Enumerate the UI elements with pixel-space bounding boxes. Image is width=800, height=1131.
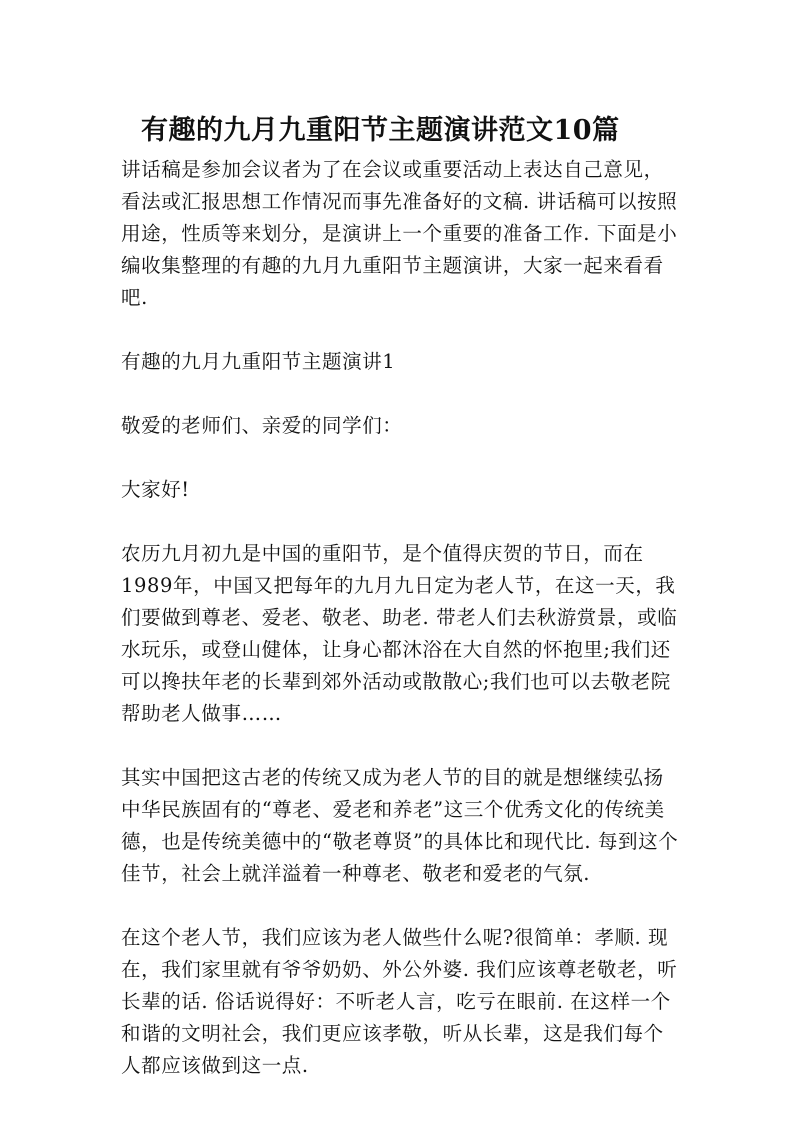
body-paragraph: 农历九月初九是中国的重阳节，是个值得庆贺的节日，而在1989年，中国又把每年的九月九日定为老人节，在这一天，我们要做到尊老、爱老、敬老、助老. 带老人们去秋游赏景，或临水玩乐，或登山健体，让身心都沐浴在大自然的怀抱里;我们还可以搀扶年老的长辈到郊外活动或散散心;我们也可以去敬老院帮助老人做事……: [121, 542, 678, 725]
greeting: 大家好!: [121, 478, 190, 501]
body-paragraph: 其实中国把这古老的传统又成为老人节的目的就是想继续弘扬中华民族固有的“尊老、爱老和养老”这三个优秀文化的传统美德，也是传统美德中的“敬老尊贤”的具体比和现代比. 每到这个佳节，社会上就洋溢着一种尊老、敬老和爱老的气氛.: [121, 766, 679, 885]
document-title: 有趣的九月九重阳节主题演讲范文10篇: [141, 115, 620, 146]
intro-paragraph: 讲话稿是参加会议者为了在会议或重要活动上表达自己意见，看法或汇报思想工作情况而事先准备好的文稿. 讲话稿可以按照用途，性质等来划分，是演讲上一个重要的准备工作. 下面是小编收集整理的有趣的九月九重阳节主题演讲，大家一起来看看吧.: [121, 158, 678, 309]
paragraph-gap: [121, 506, 681, 538]
body-paragraph: 在这个老人节，我们应该为老人做些什么呢?很简单：孝顺. 现在，我们家里就有爷爷奶奶、外公外婆. 我们应该尊老敬老，听长辈的话. 俗话说得好：不听老人言，吃亏在眼前. 在这样一个和谐的文明社会，我们更应该孝敬，听从长辈，这是我们每个人都应该做到这一点.: [121, 926, 678, 1077]
paragraph-gap: [121, 730, 681, 762]
document-page: [121, 112, 681, 1082]
section-heading: 有趣的九月九重阳节主题演讲1: [121, 350, 396, 373]
paragraph-gap: [121, 314, 681, 346]
paragraph-gap: [121, 442, 681, 474]
paragraph-gap: [121, 890, 681, 922]
salutation: 敬爱的老师们、亲爱的同学们：: [121, 414, 403, 437]
paragraph-gap: [121, 378, 681, 410]
